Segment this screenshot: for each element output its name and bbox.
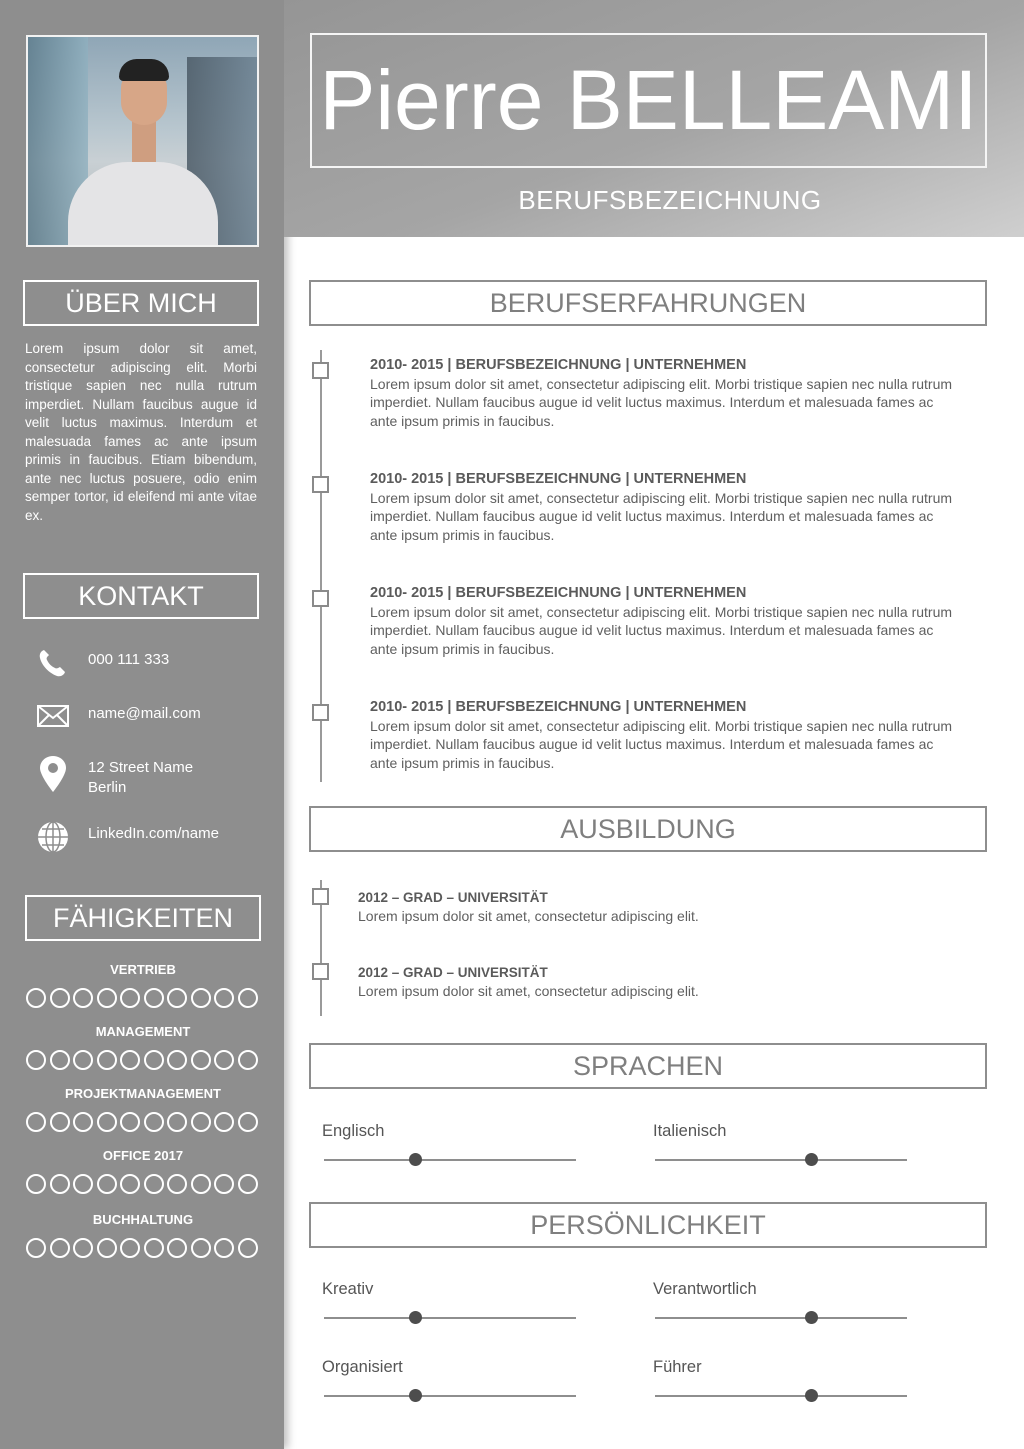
globe-icon [36, 820, 70, 854]
experience-heading: 2010- 2015 | BERUFSBEZEICHNUNG | UNTERNEHMEN [370, 699, 747, 715]
rating-dot [238, 1112, 258, 1132]
rating-dot [73, 1112, 93, 1132]
location-pin-icon [36, 754, 70, 794]
about-text: Lorem ipsum dolor sit amet, consectetur adipiscing elit. Morbi tristique sapien nec nulla rutrum imperdiet. Nullam faucibus augue id velit luctus maximus. Interdum et malesuada fames ac ante ipsum primis in faucibus. Etiam bibendum, ante nec luctus posuere, odio enim semper tortor, id eleifend mi ante vitae ex. [25, 341, 257, 523]
rating-dot [26, 1238, 46, 1258]
rating-dot [120, 1050, 140, 1070]
rating-dot [167, 1238, 187, 1258]
languages-section-title: SPRACHEN [309, 1043, 987, 1089]
rating-dot [214, 988, 234, 1008]
rating-dot [73, 1238, 93, 1258]
rating-dot [191, 1238, 211, 1258]
timeline-marker [312, 963, 329, 980]
personality-slider [324, 1395, 576, 1397]
experience-item [370, 584, 960, 658]
personality-slider [655, 1395, 907, 1397]
skill-rating-dots [26, 988, 260, 1010]
rating-dot [238, 1050, 258, 1070]
rating-dot [120, 1112, 140, 1132]
skill-label: OFFICE 2017 [102, 1148, 184, 1163]
rating-dot [73, 1050, 93, 1070]
rating-dot [191, 1112, 211, 1132]
rating-dot [73, 988, 93, 1008]
sidebar [0, 0, 284, 1449]
personality-label: Organisiert [322, 1358, 403, 1376]
rating-dot [120, 1238, 140, 1258]
education-heading: 2012 – GRAD – UNIVERSITÄT [358, 890, 548, 905]
rating-dot [238, 988, 258, 1008]
personality-label: Kreativ [322, 1280, 374, 1298]
education-section-title: AUSBILDUNG [309, 806, 987, 852]
rating-dot [167, 1174, 187, 1194]
timeline-marker [312, 476, 329, 493]
rating-dot [97, 1174, 117, 1194]
rating-dot [167, 988, 187, 1008]
skill-rating-dots [26, 1050, 260, 1072]
rating-dot [144, 988, 164, 1008]
skill-rating-dots [26, 1112, 260, 1134]
header-banner [284, 0, 1024, 237]
phone-number: 000 111 333 [88, 651, 170, 668]
experience-item [370, 698, 960, 772]
rating-dot [50, 988, 70, 1008]
rating-dot [144, 1050, 164, 1070]
rating-dot [50, 1050, 70, 1070]
phone-icon [36, 646, 70, 680]
slider-knob [409, 1311, 422, 1324]
rating-dot [26, 1050, 46, 1070]
rating-dot [191, 988, 211, 1008]
experience-description: Lorem ipsum dolor sit amet, consectetur adipiscing elit. Morbi tristique sapien nec nulla rutrum imperdiet. Nullam faucibus augue id velit luctus maximus. Interdum et malesuada fames ac ante ipsum primis in faucibus. [370, 717, 953, 771]
rating-dot [191, 1174, 211, 1194]
about-section-title: ÜBER MICH [23, 280, 259, 326]
slider-knob [409, 1389, 422, 1402]
rating-dot [214, 1050, 234, 1070]
rating-dot [97, 1112, 117, 1132]
timeline-marker [312, 590, 329, 607]
education-item [358, 888, 948, 926]
experience-section-title: BERUFSERFAHRUNGEN [309, 280, 987, 326]
skills-section-title: FÄHIGKEITEN [25, 895, 261, 941]
profile-photo [26, 35, 259, 247]
rating-dot [191, 1050, 211, 1070]
education-heading: 2012 – GRAD – UNIVERSITÄT [358, 965, 548, 980]
timeline-marker [312, 704, 329, 721]
education-description: Lorem ipsum dolor sit amet, consectetur adipiscing elit. [358, 983, 699, 999]
experience-item [370, 470, 960, 544]
rating-dot [73, 1174, 93, 1194]
rating-dot [144, 1112, 164, 1132]
experience-description: Lorem ipsum dolor sit amet, consectetur adipiscing elit. Morbi tristique sapien nec nulla rutrum imperdiet. Nullam faucibus augue id velit luctus maximus. Interdum et malesuada fames ac ante ipsum primis in faucibus. [370, 603, 953, 657]
education-item [358, 963, 948, 1001]
slider-knob [409, 1153, 422, 1166]
email-address: name@mail.com [88, 705, 201, 722]
rating-dot [167, 1050, 187, 1070]
skill-label: VERTRIEB [110, 962, 176, 977]
experience-description: Lorem ipsum dolor sit amet, consectetur adipiscing elit. Morbi tristique sapien nec nulla rutrum imperdiet. Nullam faucibus augue id velit luctus maximus. Interdum et malesuada fames ac ante ipsum primis in faucibus. [370, 489, 953, 543]
skill-label: MANAGEMENT [95, 1024, 191, 1039]
address-line-2: Berlin [88, 779, 127, 796]
rating-dot [26, 988, 46, 1008]
skill-rating-dots [26, 1238, 260, 1260]
personality-label: Führer [653, 1358, 702, 1376]
experience-heading: 2010- 2015 | BERUFSBEZEICHNUNG | UNTERNEHMEN [370, 585, 747, 601]
rating-dot [50, 1112, 70, 1132]
skill-label: PROJEKTMANAGEMENT [64, 1086, 221, 1101]
rating-dot [144, 1174, 164, 1194]
rating-dot [214, 1112, 234, 1132]
personality-label: Verantwortlich [653, 1280, 757, 1298]
languages-label: Italienisch [653, 1122, 727, 1140]
skill-label: BUCHHALTUNG [92, 1212, 194, 1227]
rating-dot [144, 1238, 164, 1258]
job-title: BERUFSBEZEICHNUNG [518, 185, 822, 215]
timeline-marker [312, 362, 329, 379]
rating-dot [120, 1174, 140, 1194]
education-description: Lorem ipsum dolor sit amet, consectetur adipiscing elit. [358, 908, 699, 924]
rating-dot [167, 1112, 187, 1132]
experience-heading: 2010- 2015 | BERUFSBEZEICHNUNG | UNTERNEHMEN [370, 471, 747, 487]
timeline-marker [312, 888, 329, 905]
rating-dot [214, 1174, 234, 1194]
personality-section-title: PERSÖNLICHKEIT [309, 1202, 987, 1248]
slider-knob [805, 1389, 818, 1402]
rating-dot [238, 1238, 258, 1258]
languages-label: Englisch [322, 1122, 385, 1140]
address-line-1: 12 Street Name [88, 759, 194, 776]
rating-dot [214, 1238, 234, 1258]
rating-dot [50, 1238, 70, 1258]
skill-rating-dots [26, 1174, 260, 1196]
personality-slider [324, 1317, 576, 1319]
languages-slider [655, 1159, 907, 1161]
rating-dot [50, 1174, 70, 1194]
slider-knob [805, 1311, 818, 1324]
slider-knob [805, 1153, 818, 1166]
rating-dot [97, 1238, 117, 1258]
rating-dot [97, 988, 117, 1008]
personality-slider [655, 1317, 907, 1319]
rating-dot [120, 988, 140, 1008]
rating-dot [26, 1174, 46, 1194]
person-name: Pierre BELLEAMI [310, 33, 987, 168]
contact-section-title: KONTAKT [23, 573, 259, 619]
rating-dot [97, 1050, 117, 1070]
rating-dot [26, 1112, 46, 1132]
rating-dot [238, 1174, 258, 1194]
linkedin-url: LinkedIn.com/name [88, 825, 219, 842]
experience-item [370, 356, 960, 430]
experience-heading: 2010- 2015 | BERUFSBEZEICHNUNG | UNTERNEHMEN [370, 357, 747, 373]
mail-icon [36, 700, 70, 734]
languages-slider [324, 1159, 576, 1161]
experience-description: Lorem ipsum dolor sit amet, consectetur adipiscing elit. Morbi tristique sapien nec nulla rutrum imperdiet. Nullam faucibus augue id velit luctus maximus. Interdum et malesuada fames ac ante ipsum primis in faucibus. [370, 375, 953, 429]
